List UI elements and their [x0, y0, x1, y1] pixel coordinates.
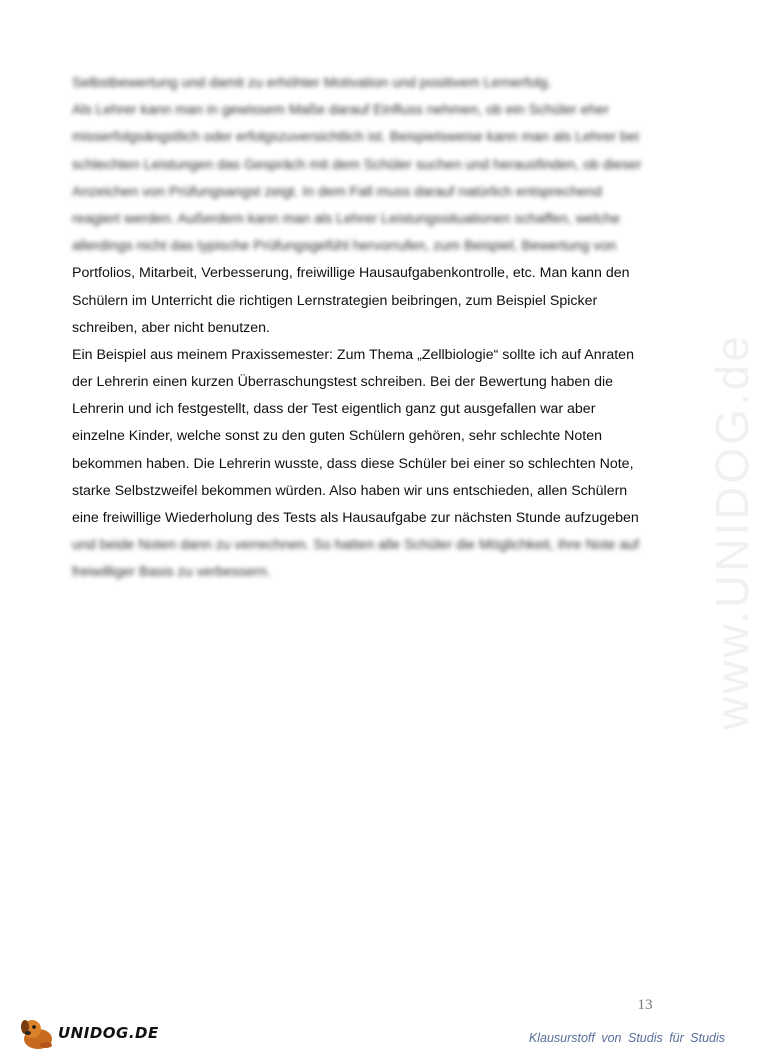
- blurred-line: Anzeichen von Prüfungsangst zeigt. In dem Fall muss darauf natürlich entsprechend: [72, 183, 602, 200]
- document-body: [72, 70, 684, 587]
- blurred-line: misserfolgsängstlich oder erfolgszuversichtlich ist. Beispielsweise kann man als Lehrer bei: [72, 129, 639, 146]
- text-line: starke Selbstzweifel bekommen würden. Also haben wir uns entschieden, allen Schülern: [72, 482, 628, 499]
- blurred-line: allerdings nicht das typische Prüfungsgefühl hervorrufen, zum Beispiel, Bewertung von: [72, 238, 617, 255]
- blurred-line: Selbstbewertung und damit zu erhöhter Motivation und positivem Lernerfolg.: [72, 75, 552, 91]
- blurred-line: freiwilliger Basis zu verbessern.: [72, 564, 271, 581]
- text-line: schreiben, aber nicht benutzen.: [72, 319, 270, 336]
- page-number: 13: [637, 997, 653, 1013]
- blurred-line: und beide Noten dann zu verrechnen. So hatten alle Schüler die Möglichkeit, ihre Note auf: [72, 537, 640, 554]
- text-line: bekommen haben. Die Lehrerin wusste, dass diese Schüler bei einer so schlechten Note,: [72, 455, 634, 472]
- text-line: eine freiwillige Wiederholung des Tests als Hausaufgabe zur nächsten Stunde aufzugeben: [72, 510, 639, 526]
- logo-text: UNIDOG.DE: [58, 1024, 159, 1042]
- visible-paragraphs: [72, 260, 684, 532]
- text-line: der Lehrerin einen kurzen Überraschungstest schreiben. Bei der Bewertung haben die: [72, 374, 614, 391]
- text-line: Schülern im Unterricht die richtigen Lernstrategien beibringen, zum Beispiel Spicker: [72, 292, 598, 309]
- footer-tagline: Klausurstoff von Studis für Studis: [528, 1031, 725, 1045]
- text-line: Lehrerin und ich festgestellt, dass der Test eigentlich ganz gut ausgefallen war aber: [72, 401, 596, 418]
- blurred-top-paragraph: [72, 70, 684, 260]
- text-line: Ein Beispiel aus meinem Praxissemester: Zum Thema „Zellbiologie“ sollte ich auf Anraten: [72, 346, 634, 363]
- blurred-bottom-paragraph: [72, 532, 684, 586]
- watermark: www.UNIDOG.de: [706, 333, 758, 730]
- text-line: einzelne Kinder, welche sonst zu den guten Schülern gehören, sehr schlechte Noten: [72, 428, 603, 445]
- dog-icon: [18, 1015, 58, 1051]
- text-line: Portfolios, Mitarbeit, Verbesserung, freiwillige Hausaufgabenkontrolle, etc. Man kann den: [72, 265, 630, 282]
- unidog-logo: [18, 1015, 158, 1051]
- blurred-line: reagiert werden. Außerdem kann man als Lehrer Leistungssituationen schaffen, welche: [72, 210, 620, 227]
- blurred-line: Als Lehrer kann man in gewissem Maße darauf Einfluss nehmen, ob ein Schüler eher: [72, 102, 610, 119]
- blurred-line: schlechten Leistungen das Gespräch mit dem Schüler suchen und herausfinden, ob dieser: [72, 156, 642, 173]
